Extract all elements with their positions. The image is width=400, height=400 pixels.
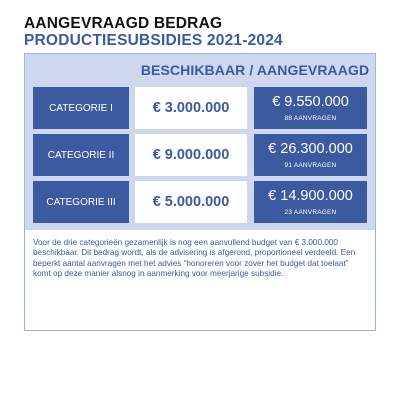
requested-cell [254, 181, 367, 223]
requested-amount: € 26.300.000 [268, 141, 353, 157]
footnote-text: Voor de drie categorieën gezamenlijk is nog een aanvullend budget van € 3.000.000 beschikbaar. Dit bedrag wordt, als de advisering is afgerond, proportioneel verdeeld. Een beperkt aantal aanvragen met het advies “honoreren voor zover het budget dat toelaat” komt op deze manier alsnog in aanmerking voor meerjarige subsidie. [33, 238, 356, 279]
requested-cell [254, 134, 367, 176]
category-label: CATEGORIE I [33, 87, 129, 129]
page-title: AANGEVRAAGD BEDRAG [24, 15, 223, 32]
subsidy-table [25, 54, 375, 230]
subsidy-panel [24, 53, 376, 331]
table-row-categorie-i [33, 87, 367, 129]
available-amount: € 9.000.000 [135, 134, 247, 176]
table-row-categorie-iii [33, 181, 367, 223]
requested-amount: € 14.900.000 [268, 188, 353, 204]
table-row-categorie-ii [33, 134, 367, 176]
available-amount: € 3.000.000 [135, 87, 247, 129]
application-count: 88 AANVRAGEN [284, 115, 337, 122]
application-count: 91 AANVRAGEN [284, 162, 337, 169]
category-label: CATEGORIE II [33, 134, 129, 176]
requested-amount: € 9.550.000 [272, 94, 349, 110]
available-amount: € 5.000.000 [135, 181, 247, 223]
column-header: BESCHIKBAAR / AANGEVRAAGD [140, 62, 370, 78]
requested-cell [254, 87, 367, 129]
page-subtitle: PRODUCTIESUBSIDIES 2021-2024 [24, 32, 283, 49]
category-label: CATEGORIE III [33, 181, 129, 223]
application-count: 23 AANVRAGEN [284, 209, 337, 216]
